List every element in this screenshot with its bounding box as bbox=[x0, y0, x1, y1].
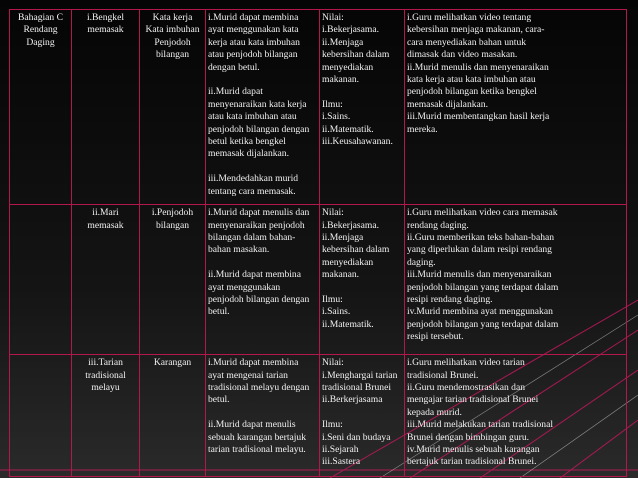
objectives-cell: i.Murid dapat menulis dan menyenaraikan penjodoh bilangan dalam bahan- bahan masakan. ii.Murid dapat membina ayat menggunakan penjodoh bilangan dengan betul. bbox=[206, 205, 320, 355]
steps-cell: i.Guru melihatkan video tarian tradisional Brunei. ii.Guru mendemostrasikan dan mengajar tarian tradisional Brunei kepada murid. iii.Murid melakukan tarian tradisional Brunei dengan bimbingan guru. iv.Murid menulis sebuah karangan bertajuk tarian tradisional Brunei. bbox=[405, 355, 627, 477]
lesson-table bbox=[9, 9, 627, 477]
activity-cell: i.Bengkel memasak bbox=[72, 10, 140, 205]
values-cell: Nilai: i.Menghargai tarian tradisional Brunei ii.Berkerjasama Ilmu: i.Seni dan budaya ii.Sejarah iii.Sastera bbox=[320, 355, 405, 477]
lesson-plan bbox=[9, 9, 626, 477]
topic-cell bbox=[10, 355, 72, 477]
table-row bbox=[10, 355, 627, 477]
vocab-cell: i.Penjodoh bilangan bbox=[140, 205, 206, 355]
values-cell: Nilai: i.Bekerjasama. ii.Menjaga kebersihan dalam menyediakan makanan. Ilmu: i.Sains. ii.Matematik. iii.Keusahawanan. bbox=[320, 10, 405, 205]
objectives-cell: i.Murid dapat membina ayat menggunakan kata kerja atau kata imbuhan atau penjodoh bilangan dengan betul. ii.Murid dapat menyenaraikan kata kerja atau kata imbuhan atau penjodoh bilangan dengan betul ketika bengkel memasak dijalankan. iii.Mendedahkan murid tentang cara memasak. bbox=[206, 10, 320, 205]
steps-cell: i.Guru melihatkan video cara memasak rendang daging. ii.Guru memberikan teks bahan-bahan yang diperlukan dalam resipi rendang daging. iii.Murid menulis dan menyenaraikan penjodoh bilangan yang terdapat dalam resipi rendang daging. iv.Murid membina ayat menggunakan penjodoh bilangan yang terdapat dalam resipi tersebut. bbox=[405, 205, 627, 355]
topic-cell: Bahagian C Rendang Daging bbox=[10, 10, 72, 205]
table-row bbox=[10, 10, 627, 205]
activity-cell: iii.Tarian tradisional melayu bbox=[72, 355, 140, 477]
activity-cell: ii.Mari memasak bbox=[72, 205, 140, 355]
topic-cell bbox=[10, 205, 72, 355]
vocab-cell: Kata kerja Kata imbuhan Penjodoh bilangan bbox=[140, 10, 206, 205]
steps-cell: i.Guru melihatkan video tentang kebersihan menjaga makanan, cara- cara menyediakan bahan untuk dimasak dan video masakan. ii.Murid menulis dan menyenaraikan kata kerja atau kata imbuhan atau penjodoh bilangan ketika bengkel memasak dijalankan. iii.Murid membentangkan hasil kerja mereka. bbox=[405, 10, 627, 205]
values-cell: Nilai: i.Bekerjasama. ii.Menjaga kebersihan dalam menyediakan makanan. Ilmu: i.Sains. ii.Matematik. bbox=[320, 205, 405, 355]
table-row bbox=[10, 205, 627, 355]
vocab-cell: Karangan bbox=[140, 355, 206, 477]
objectives-cell: i.Murid dapat membina ayat mengenai tarian tradisional melayu dengan betul. ii.Murid dapat menulis sebuah karangan bertajuk tarian tradisional melayu. bbox=[206, 355, 320, 477]
